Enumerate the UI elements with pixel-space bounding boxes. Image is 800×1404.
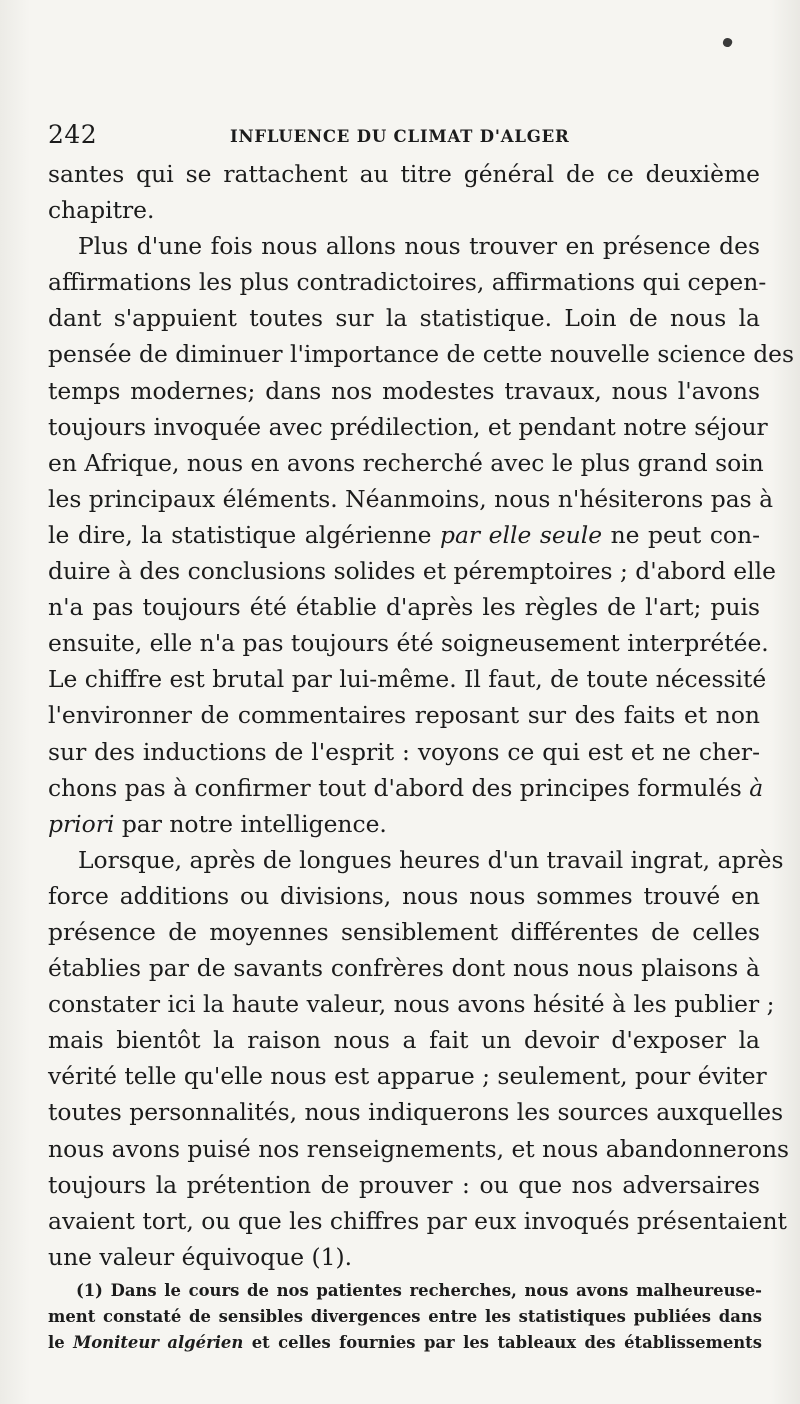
text-line: nous avons puisé nos renseignements, et nous abandonnerons <box>48 1134 790 1163</box>
text-line: toujours invoquée avec prédilection, et pendant notre séjour <box>48 412 768 441</box>
text-line-with-italic <box>48 770 764 806</box>
running-head: INFLUENCE DU CLIMAT D'ALGER <box>230 127 570 146</box>
text-line: duire à des conclusions solides et péremptoires ; d'abord elle <box>48 557 776 586</box>
page-header <box>48 120 762 152</box>
text-segment: et celles fournies par les tableaux des établissements <box>243 1333 762 1352</box>
text-segment: le dire, la statistique algérienne <box>48 520 441 549</box>
italic-word: priori <box>48 809 115 838</box>
text-line: établies par de savants confrères dont nous nous plaisons à <box>48 954 760 983</box>
text-segment: par notre intelligence. <box>114 809 387 838</box>
text-segment: ne peut con- <box>602 520 760 549</box>
text-line: vérité telle qu'elle nous est apparue ; seulement, pour éviter <box>48 1062 767 1091</box>
text-line: Lorsque, après de longues heures d'un travail ingrat, après <box>78 845 784 874</box>
text-line: avaient tort, ou que les chiffres par eux invoqués présentaient <box>48 1206 787 1235</box>
text-line: temps modernes; dans nos modestes travaux, nous l'avons <box>48 376 760 405</box>
footnote-line: ment constaté de sensibles divergences entre les statistiques publiées dans <box>48 1307 762 1326</box>
text-line: toujours la prétention de prouver : ou que nos adversaires <box>48 1170 760 1199</box>
text-line: santes qui se rattachent au titre général de ce deuxième <box>48 160 760 188</box>
text-line: dant s'appuient toutes sur la statistique. Loin de nous la <box>48 304 760 333</box>
ink-spot <box>722 37 734 49</box>
text-line: mais bientôt la raison nous a fait un devoir d'exposer la <box>48 1026 760 1055</box>
text-line: constater ici la haute valeur, nous avons hésité à les publier ; <box>48 990 775 1019</box>
text-line: affirmations les plus contradictoires, affirmations qui cepen- <box>48 268 767 297</box>
text-segment: le <box>48 1333 74 1352</box>
italic-phrase: par elle seule <box>440 520 603 549</box>
text-line: Le chiffre est brutal par lui-même. Il faut, de toute nécessité <box>48 665 767 694</box>
footnote-line: (1) Dans le cours de nos patientes recherches, nous avons malheureuse- <box>76 1281 762 1300</box>
text-line: une valeur équivoque (1). <box>48 1242 353 1271</box>
text-line: pensée de diminuer l'importance de cette nouvelle science des <box>48 340 795 369</box>
text-line: sur des inductions de l'esprit : voyons ce qui est et ne cher- <box>48 737 760 766</box>
text-line: l'environner de commentaires reposant sur des faits et non <box>48 701 760 730</box>
italic-word: à <box>749 773 764 802</box>
text-line: présence de moyennes sensiblement différentes de celles <box>48 917 760 946</box>
text-line: ensuite, elle n'a pas toujours été soigneusement interprétée. <box>48 629 769 658</box>
page-number: 242 <box>48 120 98 149</box>
body-text <box>48 156 795 1275</box>
text-line: les principaux éléments. Néanmoins, nous n'hésiterons pas à <box>48 484 774 513</box>
footnote <box>48 1278 762 1356</box>
text-line: toutes personnalités, nous indiquerons les sources auxquelles <box>48 1098 784 1127</box>
text-line: force additions ou divisions, nous nous sommes trouvé en <box>48 881 760 910</box>
footnote-line-with-italic <box>48 1330 762 1356</box>
text-segment: chons pas à confirmer tout d'abord des principes formulés <box>48 773 750 802</box>
text-line: chapitre. <box>48 196 155 225</box>
text-line-with-italic <box>48 517 760 553</box>
text-line: en Afrique, nous en avons recherché avec le plus grand soin <box>48 448 764 477</box>
text-line: Plus d'une fois nous allons nous trouver en présence des <box>78 232 760 261</box>
italic-title: Moniteur algérien <box>73 1333 244 1352</box>
text-line-with-italic <box>48 806 760 842</box>
text-line: n'a pas toujours été établie d'après les règles de l'art; puis <box>48 593 760 622</box>
